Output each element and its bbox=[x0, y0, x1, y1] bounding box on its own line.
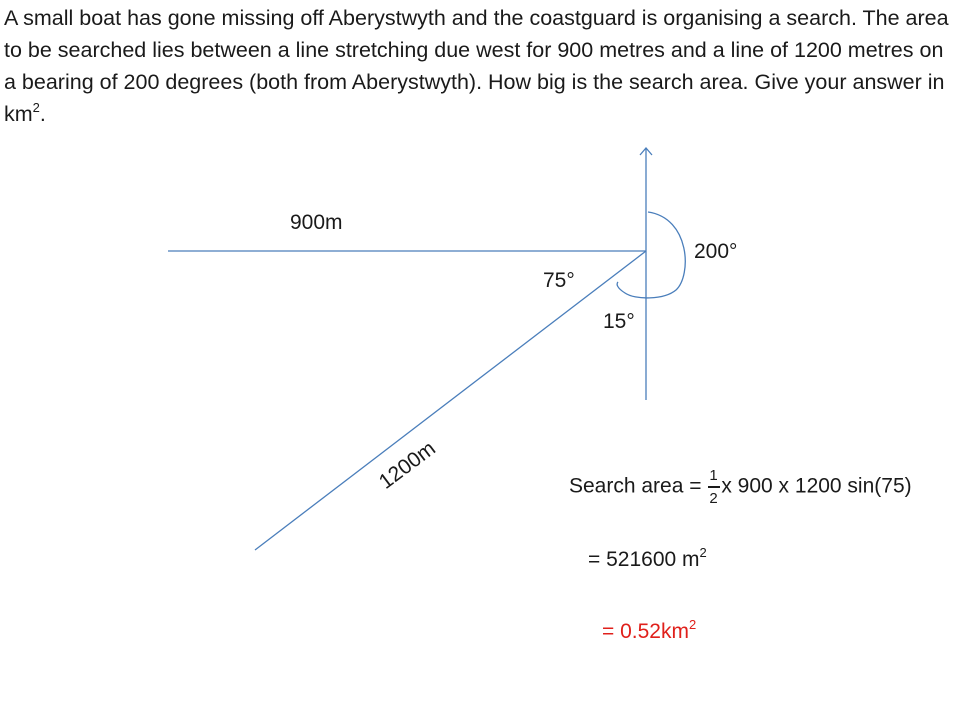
fraction-numerator: 1 bbox=[709, 467, 718, 484]
formula-suffix: x 900 x 1200 sin(75) bbox=[721, 474, 912, 498]
answer-value: = 0.52km bbox=[602, 620, 689, 643]
answer-superscript: 2 bbox=[688, 617, 697, 632]
final-answer bbox=[602, 617, 697, 643]
question-end: . bbox=[39, 102, 46, 126]
area-m2-value: = 521600 m bbox=[588, 548, 700, 571]
west-length-label: 900m bbox=[290, 211, 343, 234]
half-fraction bbox=[708, 467, 720, 507]
bearing-angle-arc bbox=[617, 212, 685, 298]
bearing-200-label: 200° bbox=[694, 240, 738, 263]
area-formula bbox=[569, 467, 912, 507]
area-m2-superscript: 2 bbox=[699, 545, 707, 560]
area-square-metres bbox=[588, 545, 707, 571]
angle-15-label: 15° bbox=[603, 310, 635, 333]
bearing-length-label: 1200m bbox=[374, 436, 440, 494]
fraction-bar bbox=[708, 486, 720, 488]
fraction-denominator: 2 bbox=[709, 490, 718, 507]
formula-prefix: Search area = bbox=[569, 474, 708, 498]
question-body: A small boat has gone missing off Aberystwyth and the coastguard is organising a search. The area to be searched lies between a line stretching due west for 900 metres and a line of 1200 metres on a bearing of 200 degrees (both from Aberystwyth). How big is the search area. Give your answer in km bbox=[4, 6, 949, 126]
question-superscript: 2 bbox=[32, 100, 40, 115]
angle-75-label: 75° bbox=[543, 269, 575, 292]
